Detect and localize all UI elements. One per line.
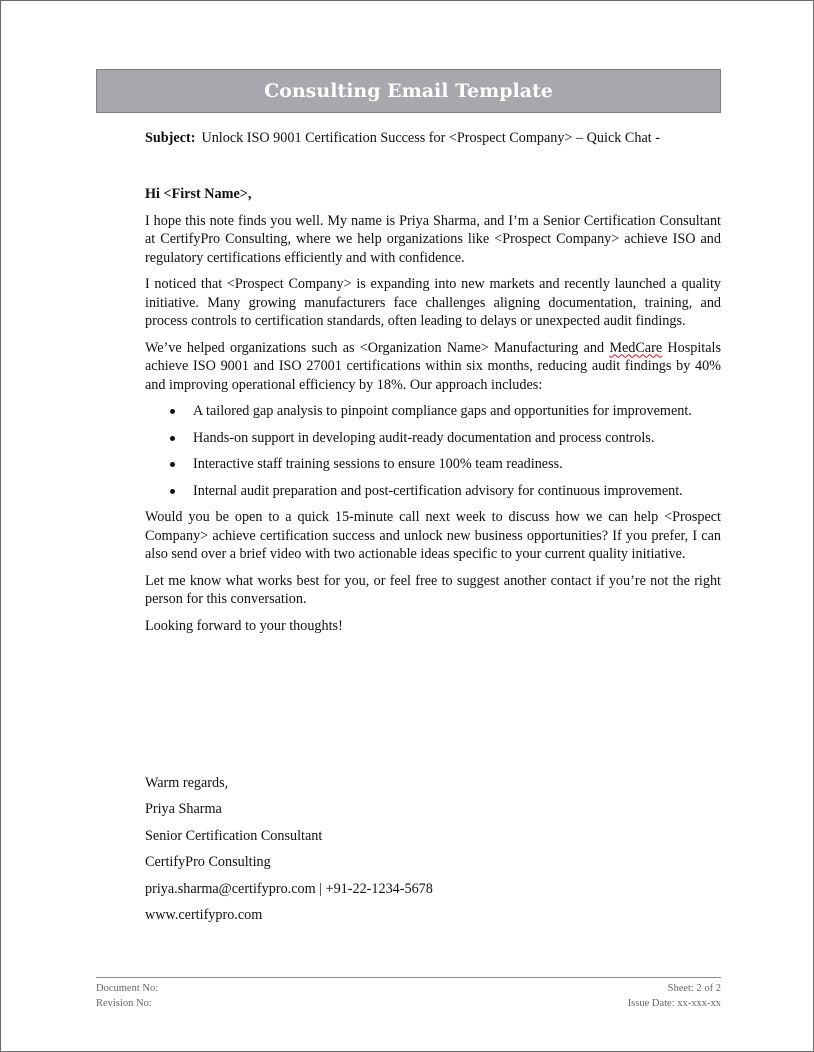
footer-revision-no: Revision No: bbox=[96, 998, 152, 1009]
subject-line bbox=[145, 129, 721, 151]
page-footer bbox=[96, 977, 721, 1011]
paragraph-closing: Looking forward to your thoughts! bbox=[145, 617, 343, 634]
footer-document-no: Document No: bbox=[96, 983, 159, 994]
footer-sheet: Sheet: 2 of 2 bbox=[667, 983, 721, 994]
greeting: Hi <First Name>, bbox=[145, 186, 252, 202]
list-item: A tailored gap analysis to pinpoint compliance gaps and opportunities for improvement. bbox=[145, 402, 721, 421]
spellcheck-word-medcare: MedCare bbox=[609, 339, 663, 356]
email-body bbox=[145, 129, 721, 643]
paragraph-results-part2: Hospitals achieve ISO 9001 and ISO 27001 certifications within six months, reducing audit findings by 40% and improving operational efficiency by 18%. Our approach includes: bbox=[145, 339, 721, 393]
signature-website: www.certifypro.com bbox=[145, 906, 263, 923]
signature-contact: priya.sharma@certifypro.com | +91-22-1234-5678 bbox=[145, 880, 433, 897]
list-item: Hands-on support in developing audit-ready documentation and process controls. bbox=[145, 429, 721, 448]
signature-company: CertifyPro Consulting bbox=[145, 854, 271, 871]
paragraph-call-to-action: Would you be open to a quick 15-minute call next week to discuss how we can help <Prospect Company> achieve certification success and unlock new business opportunities? If you prefer, I can also send over a brief video with two actionable ideas specific to your current quality initiative. bbox=[145, 509, 721, 562]
paragraph-alternative-contact: Let me know what works best for you, or feel free to suggest another contact if you’re not the right person for this conversation. bbox=[145, 572, 721, 607]
document-title: Consulting Email Template bbox=[264, 80, 553, 102]
approach-list bbox=[145, 402, 721, 500]
list-item: Internal audit preparation and post-certification advisory for continuous improvement. bbox=[145, 482, 721, 501]
list-item: Interactive staff training sessions to ensure 100% team readiness. bbox=[145, 455, 721, 474]
paragraph-observation: I noticed that <Prospect Company> is expanding into new markets and recently launched a quality initiative. Many growing manufacturers face challenges aligning documentation, training, and process controls to certification standards, often leading to delays or unexpected audit findings. bbox=[145, 276, 721, 329]
subject-label: Subject: bbox=[145, 130, 196, 146]
signature-role: Senior Certification Consultant bbox=[145, 827, 323, 844]
paragraph-results bbox=[145, 339, 721, 395]
footer-issue-date: Issue Date: xx-xxx-xx bbox=[627, 998, 721, 1009]
paragraph-results-part1: We’ve helped organizations such as <Organization Name> Manufacturing and bbox=[145, 339, 610, 356]
document-title-bar bbox=[96, 69, 721, 113]
paragraph-intro: I hope this note finds you well. My name is Priya Sharma, and I’m a Senior Certification Consultant at CertifyPro Consulting, where we help organizations like <Prospect Company> achieve ISO and regulatory certifications efficiently and with confidence. bbox=[145, 212, 721, 266]
subject-text: Unlock ISO 9001 Certification Success for <Prospect Company> – Quick Chat - bbox=[201, 130, 660, 146]
signature-closing: Warm regards, bbox=[145, 775, 229, 791]
signature-name: Priya Sharma bbox=[145, 801, 222, 818]
signature-block bbox=[145, 774, 433, 932]
